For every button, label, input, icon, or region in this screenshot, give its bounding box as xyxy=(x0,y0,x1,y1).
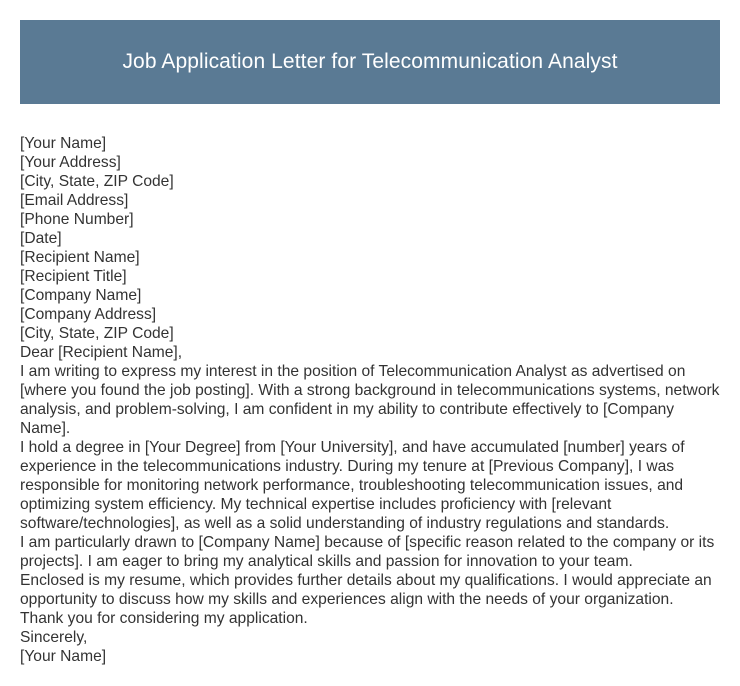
page-title: Job Application Letter for Telecommunication Analyst xyxy=(122,50,618,73)
recipient-name: [Recipient Name] xyxy=(20,249,140,266)
sender-phone: [Phone Number] xyxy=(20,211,134,228)
header-banner xyxy=(20,20,720,104)
body-paragraph: I am writing to express my interest in the position of Telecommunication Analyst as advertised on [where you found the job posting]. With a strong background in telecommunications systems, network analysis, and problem-solving, I am confident in my ability to contribute effectively to [Company Name]. xyxy=(20,363,720,437)
body-paragraph: Enclosed is my resume, which provides further details about my qualifications. I would appreciate an opportunity to discuss how my skills and experiences align with the needs of your organization. xyxy=(20,572,712,608)
recipient-company: [Company Name] xyxy=(20,287,142,304)
body-paragraph: Thank you for considering my application. xyxy=(20,610,308,627)
recipient-city-state-zip: [City, State, ZIP Code] xyxy=(20,325,174,342)
signature: [Your Name] xyxy=(20,648,107,665)
sender-email: [Email Address] xyxy=(20,192,129,209)
recipient-address: [Company Address] xyxy=(20,306,157,323)
salutation: Dear [Recipient Name], xyxy=(20,344,183,361)
sender-city-state-zip: [City, State, ZIP Code] xyxy=(20,173,174,190)
letter-body xyxy=(20,134,725,666)
body-paragraph: I am particularly drawn to [Company Name] because of [specific reason related to the company or its projects]. I am eager to bring my analytical skills and passion for innovation to your team. xyxy=(20,534,715,570)
recipient-title: [Recipient Title] xyxy=(20,268,127,285)
body-paragraph: I hold a degree in [Your Degree] from [Your University], and have accumulated [number] years of experience in the telecommunications industry. During my tenure at [Previous Company], I was responsible for monitoring network performance, troubleshooting telecommunication issues, and optimizing system efficiency. My technical expertise includes proficiency with [relevant software/technologies], as well as a solid understanding of industry regulations and standards. xyxy=(20,439,685,532)
sender-address: [Your Address] xyxy=(20,154,121,171)
sender-name: [Your Name] xyxy=(20,135,107,152)
closing: Sincerely, xyxy=(20,629,88,646)
letter-date: [Date] xyxy=(20,230,62,247)
